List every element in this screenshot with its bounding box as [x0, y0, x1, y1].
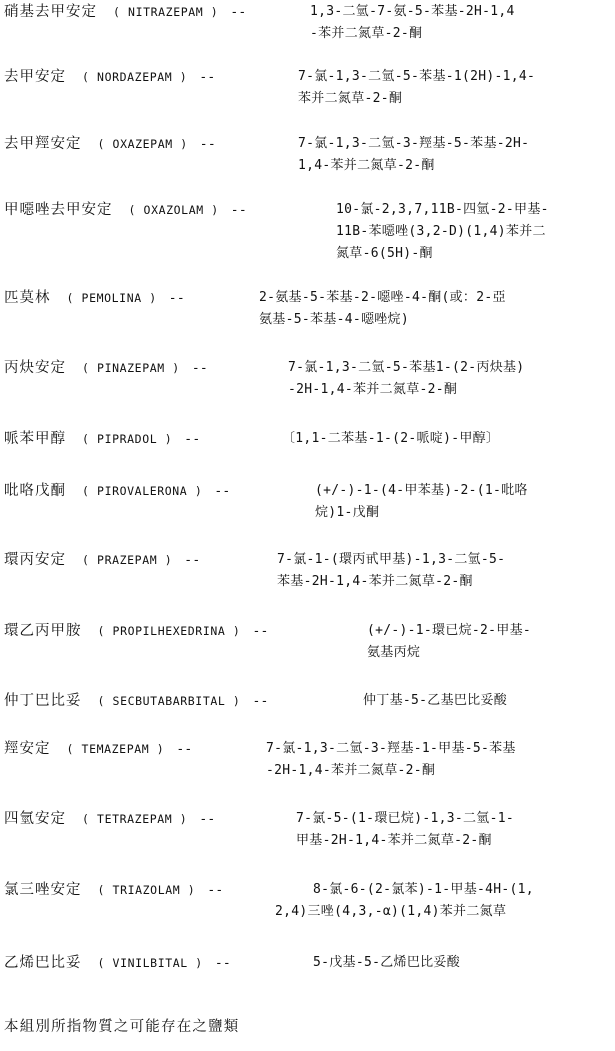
substance-chinese-name: 氯三唑安定 [4, 882, 82, 898]
separator: -- [191, 361, 208, 376]
list-item [0, 66, 615, 126]
substance-chinese-name: 吡咯戊酮 [4, 483, 66, 499]
entry-heading [4, 549, 200, 572]
chemical-name-line: 7-氯-1,3-二氫-3-羥基-5-苯基-2H- [298, 136, 530, 151]
chemical-name [298, 133, 529, 177]
list-item [0, 808, 615, 868]
substance-chinese-name: 哌苯甲醇 [4, 431, 66, 447]
substance-international-name: ( OXAZOLAM ) [128, 203, 219, 217]
substance-international-name: ( VINILBITAL ) [97, 956, 203, 970]
chemical-name-line: 5-戊基-5-乙烯巴比妥酸 [313, 955, 461, 970]
substance-chinese-name: 仲丁巴比妥 [4, 693, 82, 709]
substance-international-name: ( TRIAZOLAM ) [97, 883, 196, 897]
substance-international-name: ( PIPRADOL ) [82, 432, 173, 446]
entry-heading [4, 690, 269, 713]
separator: -- [252, 624, 269, 639]
entry-heading [4, 952, 231, 975]
substance-international-name: ( PROPILHEXEDRINA ) [97, 624, 241, 638]
substance-international-name: ( PINAZEPAM ) [82, 361, 180, 375]
chemical-name-line: 烷)1-戊酮 [315, 505, 380, 520]
list-item [0, 199, 615, 259]
chemical-name-line: 2-氨基-5-苯基-2-噁唑-4-酮(或：2-亞 [259, 290, 506, 305]
chemical-name-line: 10-氯-2,3,7,11B-四氫-2-甲基- [336, 202, 549, 217]
substance-international-name: ( PRAZEPAM ) [82, 553, 173, 567]
chemical-name-line: 7-氯-1,3-二氫-5-苯基-1(2H)-1,4- [298, 69, 536, 84]
substance-chinese-name: 環乙丙甲胺 [4, 623, 82, 639]
chemical-name [315, 480, 528, 524]
substance-chinese-name: 去甲羥安定 [4, 136, 82, 152]
chemical-name [310, 1, 515, 45]
chemical-name-line: (+/-)-1-環已烷-2-甲基- [367, 623, 532, 638]
entry-heading [4, 133, 216, 156]
chemical-name [367, 620, 531, 664]
substance-chinese-name: 硝基去甲安定 [4, 4, 97, 20]
list-item [0, 287, 615, 347]
substance-chinese-name: 丙炔安定 [4, 360, 66, 376]
separator: -- [176, 742, 193, 757]
chemical-name [313, 952, 460, 974]
substance-international-name: ( PEMOLINA ) [66, 291, 157, 305]
substance-international-name: ( TETRAZEPAM ) [82, 812, 188, 826]
separator: -- [184, 432, 201, 447]
list-item [0, 549, 615, 609]
chemical-name-line: 苯并二氮草-2-酮 [298, 91, 403, 106]
list-item [0, 1, 615, 61]
chemical-name-line: 氮草-6(5H)-酮 [336, 246, 433, 261]
substance-chinese-name: 羥安定 [4, 741, 51, 757]
list-item [0, 952, 615, 1012]
substance-chinese-name: 去甲安定 [4, 69, 66, 85]
substance-international-name: ( NITRAZEPAM ) [113, 5, 219, 19]
substance-chinese-name: 甲噁唑去甲安定 [4, 202, 113, 218]
chemical-name [298, 66, 535, 110]
separator: -- [230, 5, 247, 20]
list-item [0, 428, 615, 488]
entry-heading [4, 738, 192, 761]
list-item [0, 357, 615, 417]
entry-heading [4, 287, 185, 310]
chemical-name [266, 738, 516, 782]
chemical-name [282, 428, 499, 450]
separator: -- [207, 883, 224, 898]
separator: -- [184, 553, 201, 568]
separator: -- [199, 812, 216, 827]
separator: -- [252, 694, 269, 709]
chemical-name [296, 808, 514, 852]
list-item [0, 620, 615, 680]
substance-chinese-name: 環丙安定 [4, 552, 66, 568]
substance-chinese-name: 乙烯巴比妥 [4, 955, 82, 971]
substance-international-name: ( PIROVALERONA ) [82, 484, 203, 498]
chemical-name-line: 1,4-苯并二氮草-2-酮 [298, 158, 435, 173]
substance-international-name: ( NORDAZEPAM ) [82, 70, 188, 84]
substance-chinese-name: 匹莫林 [4, 290, 51, 306]
entry-heading [4, 199, 247, 222]
chemical-name-line: 7-氯-1,3-二氫-3-羥基-1-甲基-5-苯基 [266, 741, 516, 756]
separator: -- [168, 291, 185, 306]
list-item [0, 879, 615, 939]
chemical-name-line: (+/-)-1-(4-甲苯基)-2-(1-吡咯 [315, 483, 528, 498]
separator: -- [199, 137, 216, 152]
chemical-name [259, 287, 506, 331]
substance-chinese-name: 四氫安定 [4, 811, 66, 827]
chemical-name-line: 甲基-2H-1,4-苯并二氮草-2-酮 [296, 833, 492, 848]
entry-heading [4, 808, 215, 831]
chemical-name-line: -2H-1,4-苯并二氮草-2-酮 [266, 763, 436, 778]
list-item [0, 133, 615, 193]
entry-heading [4, 879, 223, 902]
chemical-name-line: 1,3-二氫-7-氨-5-苯基-2H-1,4 [310, 4, 515, 19]
chemical-name-line: 7-氯-1-(環丙甙甲基)-1,3-二氫-5- [277, 552, 506, 567]
separator: -- [199, 70, 216, 85]
entry-heading [4, 480, 230, 503]
list-item [0, 480, 615, 540]
separator: -- [214, 956, 231, 971]
chemical-name-line: 7-氯-1,3-二氫-5-苯基1-(2-丙炔基) [288, 360, 525, 375]
entry-heading [4, 357, 208, 380]
footer-note: 本組別所指物質之可能存在之鹽類 [4, 1019, 240, 1035]
chemical-name-line: 氨基丙烷 [367, 645, 421, 660]
chemical-name-line: -苯并二氮草-2-酮 [310, 26, 423, 41]
chemical-name-line: 11B-苯噁唑(3,2-D)(1,4)苯并二 [336, 224, 546, 239]
separator: -- [230, 203, 247, 218]
entry-heading [4, 620, 269, 643]
chemical-name-line: 氨基-5-苯基-4-噁唑烷) [259, 312, 409, 327]
chemical-name-line: 苯基-2H-1,4-苯并二氮草-2-酮 [277, 574, 473, 589]
chemical-name-line: 2,4)三唑(4,3,-α)(1,4)苯并二氮草 [275, 904, 507, 919]
separator: -- [214, 484, 231, 499]
substance-international-name: ( TEMAZEPAM ) [66, 742, 165, 756]
chemical-name [275, 879, 534, 923]
substance-international-name: ( SECBUTABARBITAL ) [97, 694, 241, 708]
list-item [0, 738, 615, 798]
chemical-name-line: -2H-1,4-苯并二氮草-2-酮 [288, 382, 458, 397]
entry-heading [4, 1, 246, 24]
substance-international-name: ( OXAZEPAM ) [97, 137, 188, 151]
chemical-name [363, 690, 507, 712]
entry-heading [4, 66, 215, 89]
chemical-name [288, 357, 524, 401]
chemical-name-line: 7-氯-5-(1-環已烷)-1,3-二氫-1- [296, 811, 514, 826]
chemical-name-line: 8-氯-6-(2-氯苯)-1-甲基-4H-(1, [313, 882, 534, 897]
chemical-name-line: 仲丁基-5-乙基巴比妥酸 [363, 693, 508, 708]
entry-heading [4, 428, 200, 451]
chemical-name-line: 〔1,1-二苯基-1-(2-哌啶)-甲醇〕 [282, 431, 500, 446]
chemical-name [336, 199, 549, 265]
chemical-name [277, 549, 505, 593]
